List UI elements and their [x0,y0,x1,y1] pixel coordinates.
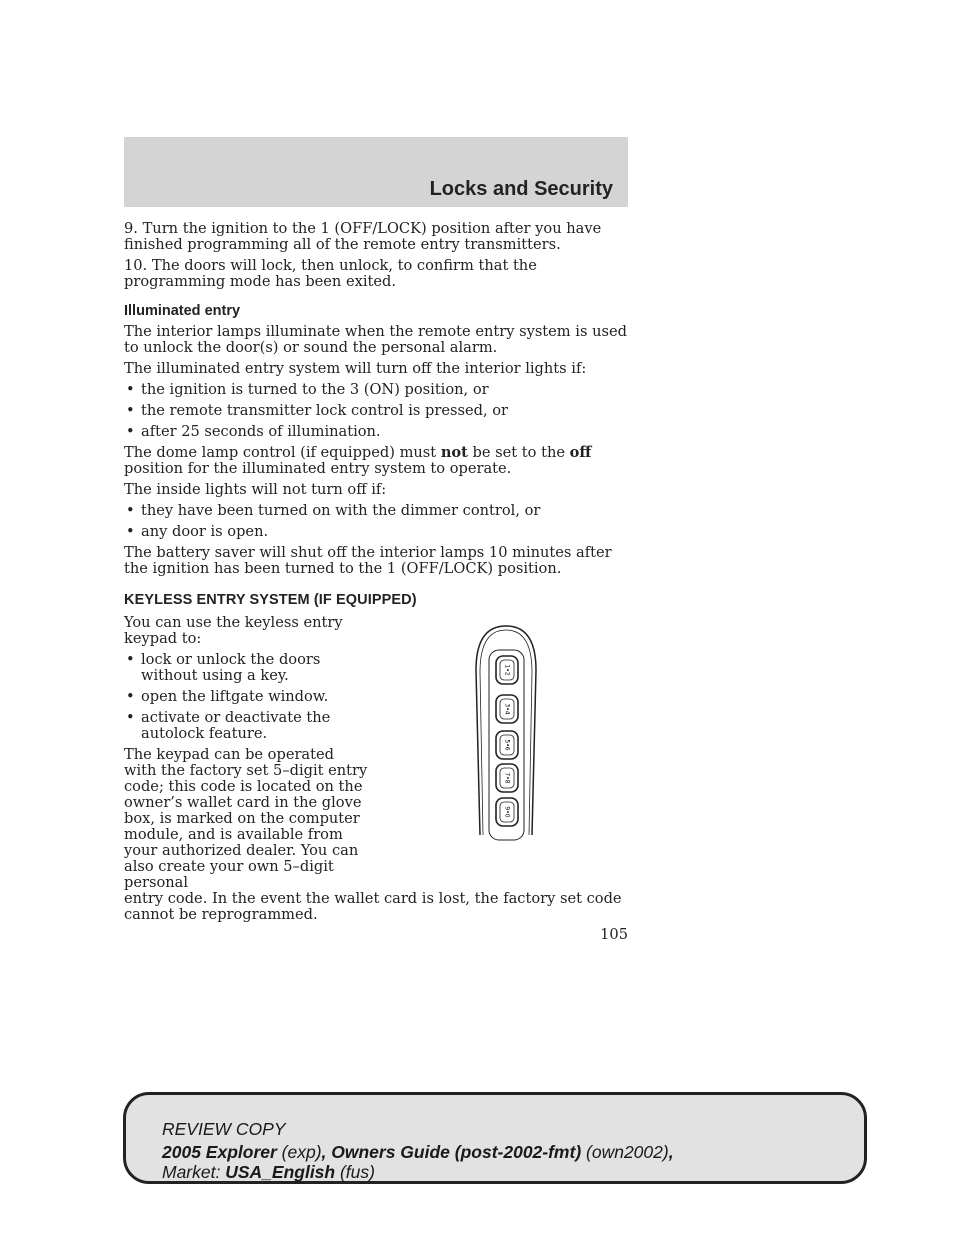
svg-text:5•6: 5•6 [503,739,511,751]
keypad-illustration [470,620,542,842]
section-header-band [124,137,628,207]
step-9: 9. Turn the ignition to the 1 (OFF/LOCK) position after you have finished programming all of the remote entry transmitters. [124,220,602,253]
keyless-paragraph-2b: entry code. In the event the wallet card is lost, the factory set code cannot be reprogrammed. [124,890,622,923]
document-info-line: 2005 Explorer (exp), Owners Guide (post-2002-fmt) (own2002), [162,1142,674,1162]
illuminated-paragraph-1: The interior lamps illuminate when the remote entry system is used to unlock the door(s) or sound the personal alarm. [124,323,627,356]
list-item: • after 25 seconds of illumination. [126,423,381,440]
stay-on-conditions-list [124,503,630,540]
review-copy-label: REVIEW COPY [162,1119,286,1139]
bullet-icon: • [126,402,135,419]
svg-text:1•2: 1•2 [503,664,511,676]
illuminated-entry-heading: Illuminated entry [124,303,241,319]
bullet-icon: • [126,651,135,668]
keypad-button-7-8 [496,764,518,792]
keypad-buttons [496,656,518,826]
bullet-icon: • [126,381,135,398]
turn-off-conditions-list [124,382,630,440]
svg-text:3•4: 3•4 [503,703,511,715]
bullet-icon: • [126,688,135,705]
svg-text:7•8: 7•8 [503,772,511,784]
keyless-uses-list [124,652,369,742]
svg-text:9•0: 9•0 [503,806,511,818]
keyless-paragraph-2a: The keypad can be operated with the factory set 5–digit entry code; this code is located on the owner’s wallet card in the glove box, is marked on the computer module, and is available from your authorized dealer. You can also create your own 5–digit personal [124,746,368,891]
keypad-button-3-4 [496,695,518,723]
market-line: Market: USA_English (fus) [162,1162,375,1182]
list-item: • they have been turned on with the dimmer control, or [126,502,541,519]
list-item: • activate or deactivate the autolock feature. [126,709,331,742]
keyless-entry-heading: KEYLESS ENTRY SYSTEM (IF EQUIPPED) [124,592,417,608]
section-title: Locks and Security [429,178,613,200]
keyless-intro [124,615,369,891]
list-item: • open the liftgate window. [126,688,329,705]
list-item: • any door is open. [126,523,269,540]
list-item: • the remote transmitter lock control is pressed, or [126,402,508,419]
dome-lamp-paragraph: The dome lamp control (if equipped) must not be set to the off position for the illuminated entry system to operate. [124,444,592,477]
page-number: 105 [600,926,628,943]
inside-lights-paragraph: The inside lights will not turn off if: [124,481,387,498]
step-10: 10. The doors will lock, then unlock, to confirm that the programming mode has been exited. [124,257,537,290]
illuminated-paragraph-2: The illuminated entry system will turn off the interior lights if: [124,360,587,377]
list-item: • lock or unlock the doors without using a key. [126,651,321,684]
keypad-button-9-0 [496,798,518,826]
review-copy-box [123,1092,867,1184]
keypad-button-1-2 [496,656,518,684]
list-item: • the ignition is turned to the 3 (ON) position, or [126,381,489,398]
page-content [124,221,630,928]
battery-saver-paragraph: The battery saver will shut off the interior lamps 10 minutes after the ignition has been turned to the 1 (OFF/LOCK) position. [124,544,612,577]
keyless-paragraph-1: You can use the keyless entry keypad to: [124,614,343,647]
keypad-button-5-6 [496,731,518,759]
bullet-icon: • [126,523,135,540]
bullet-icon: • [126,709,135,726]
bullet-icon: • [126,502,135,519]
bullet-icon: • [126,423,135,440]
